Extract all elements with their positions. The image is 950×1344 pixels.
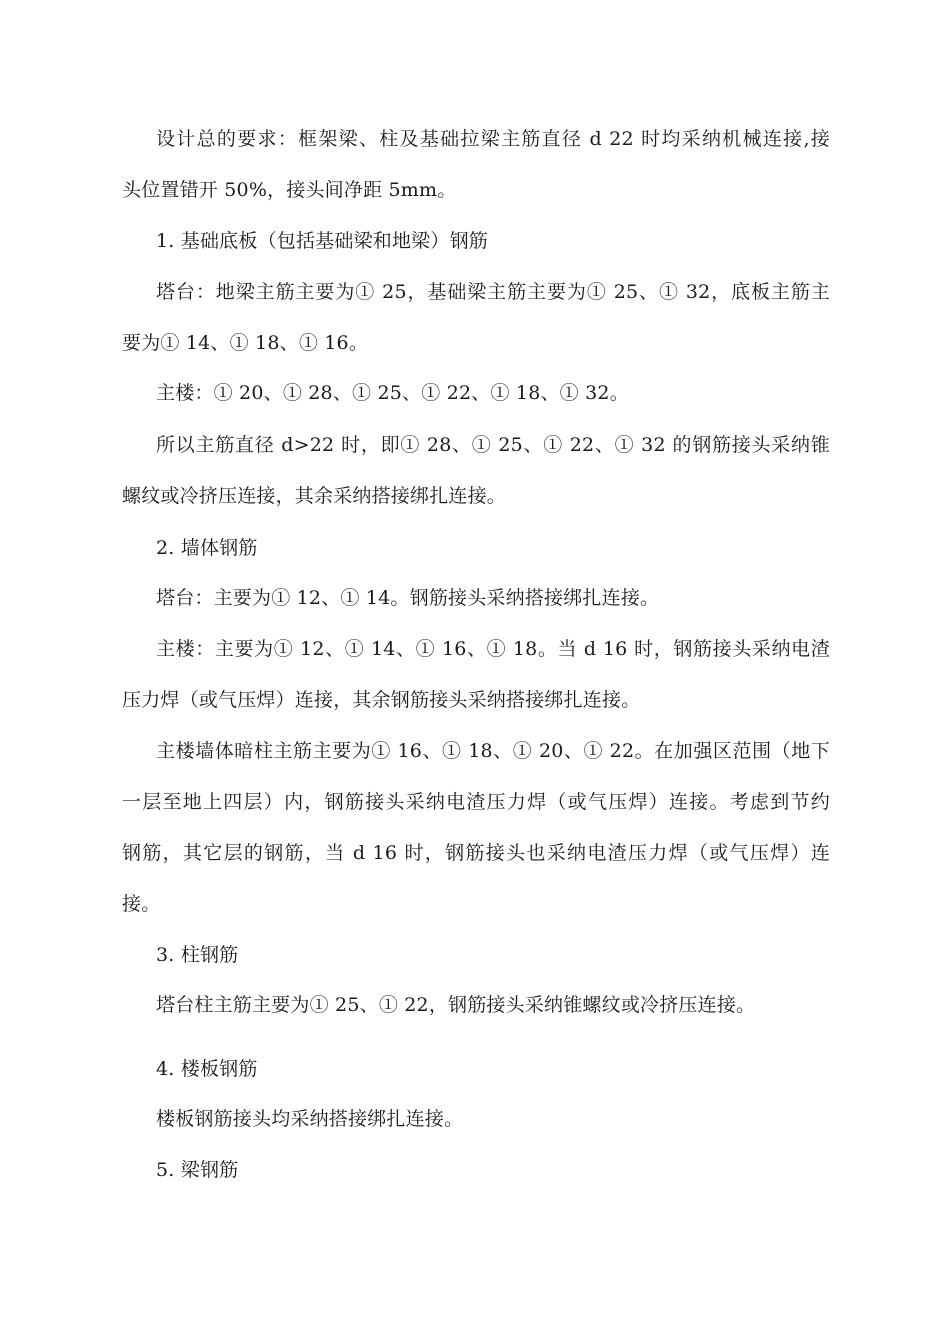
paragraph-line: 主楼：① 20、① 28、① 25、① 22、① 18、① 32。 <box>156 382 629 404</box>
section-heading: 4. 楼板钢筋 <box>156 1058 258 1080</box>
section-heading: 5. 梁钢筋 <box>156 1159 239 1181</box>
paragraph-line: 钢筋，其它层的钢筋，当 d 16 时，钢筋接头也采纳电渣压力焊（或气压焊）连 <box>122 842 830 864</box>
paragraph-line: 接。 <box>122 893 161 915</box>
paragraph-line: 要为① 14、① 18、① 16。 <box>122 332 369 354</box>
paragraph-line: 所以主筋直径 d>22 时，即① 28、① 25、① 22、① 32 的钢筋接头采纳锥 <box>156 434 830 456</box>
paragraph-line: 设计总的要求：框架梁、柱及基础拉梁主筋直径 d 22 时均采纳机械连接,接 <box>156 128 830 150</box>
paragraph-line: 头位置错开 50%，接头间净距 5mm。 <box>122 179 457 201</box>
paragraph-line: 一层至地上四层）内，钢筋接头采纳电渣压力焊（或气压焊）连接。考虑到节约 <box>122 791 830 813</box>
paragraph-line: 螺纹或冷挤压连接，其余采纳搭接绑扎连接。 <box>122 485 507 507</box>
section-heading: 3. 柱钢筋 <box>156 944 239 966</box>
paragraph-line: 主楼：主要为① 12、① 14、① 16、① 18。当 d 16 时，钢筋接头采纳电渣 <box>156 638 830 660</box>
paragraph-line: 塔台：主要为① 12、① 14。钢筋接头采纳搭接绑扎连接。 <box>156 587 660 609</box>
paragraph-line: 塔台柱主筋主要为① 25、① 22，钢筋接头采纳锥螺纹或冷挤压连接。 <box>156 994 756 1016</box>
paragraph-line: 楼板钢筋接头均采纳搭接绑扎连接。 <box>156 1108 464 1130</box>
paragraph-line: 塔台：地梁主筋主要为① 25，基础梁主筋主要为① 25、① 32，底板主筋主 <box>156 281 830 303</box>
paragraph-line: 主楼墙体暗柱主筋主要为① 16、① 18、① 20、① 22。在加强区范围（地下 <box>156 740 830 762</box>
section-heading: 2. 墙体钢筋 <box>156 537 258 559</box>
paragraph-line: 压力焊（或气压焊）连接，其余钢筋接头采纳搭接绑扎连接。 <box>122 689 641 711</box>
section-heading: 1. 基础底板（包括基础梁和地梁）钢筋 <box>156 230 488 252</box>
